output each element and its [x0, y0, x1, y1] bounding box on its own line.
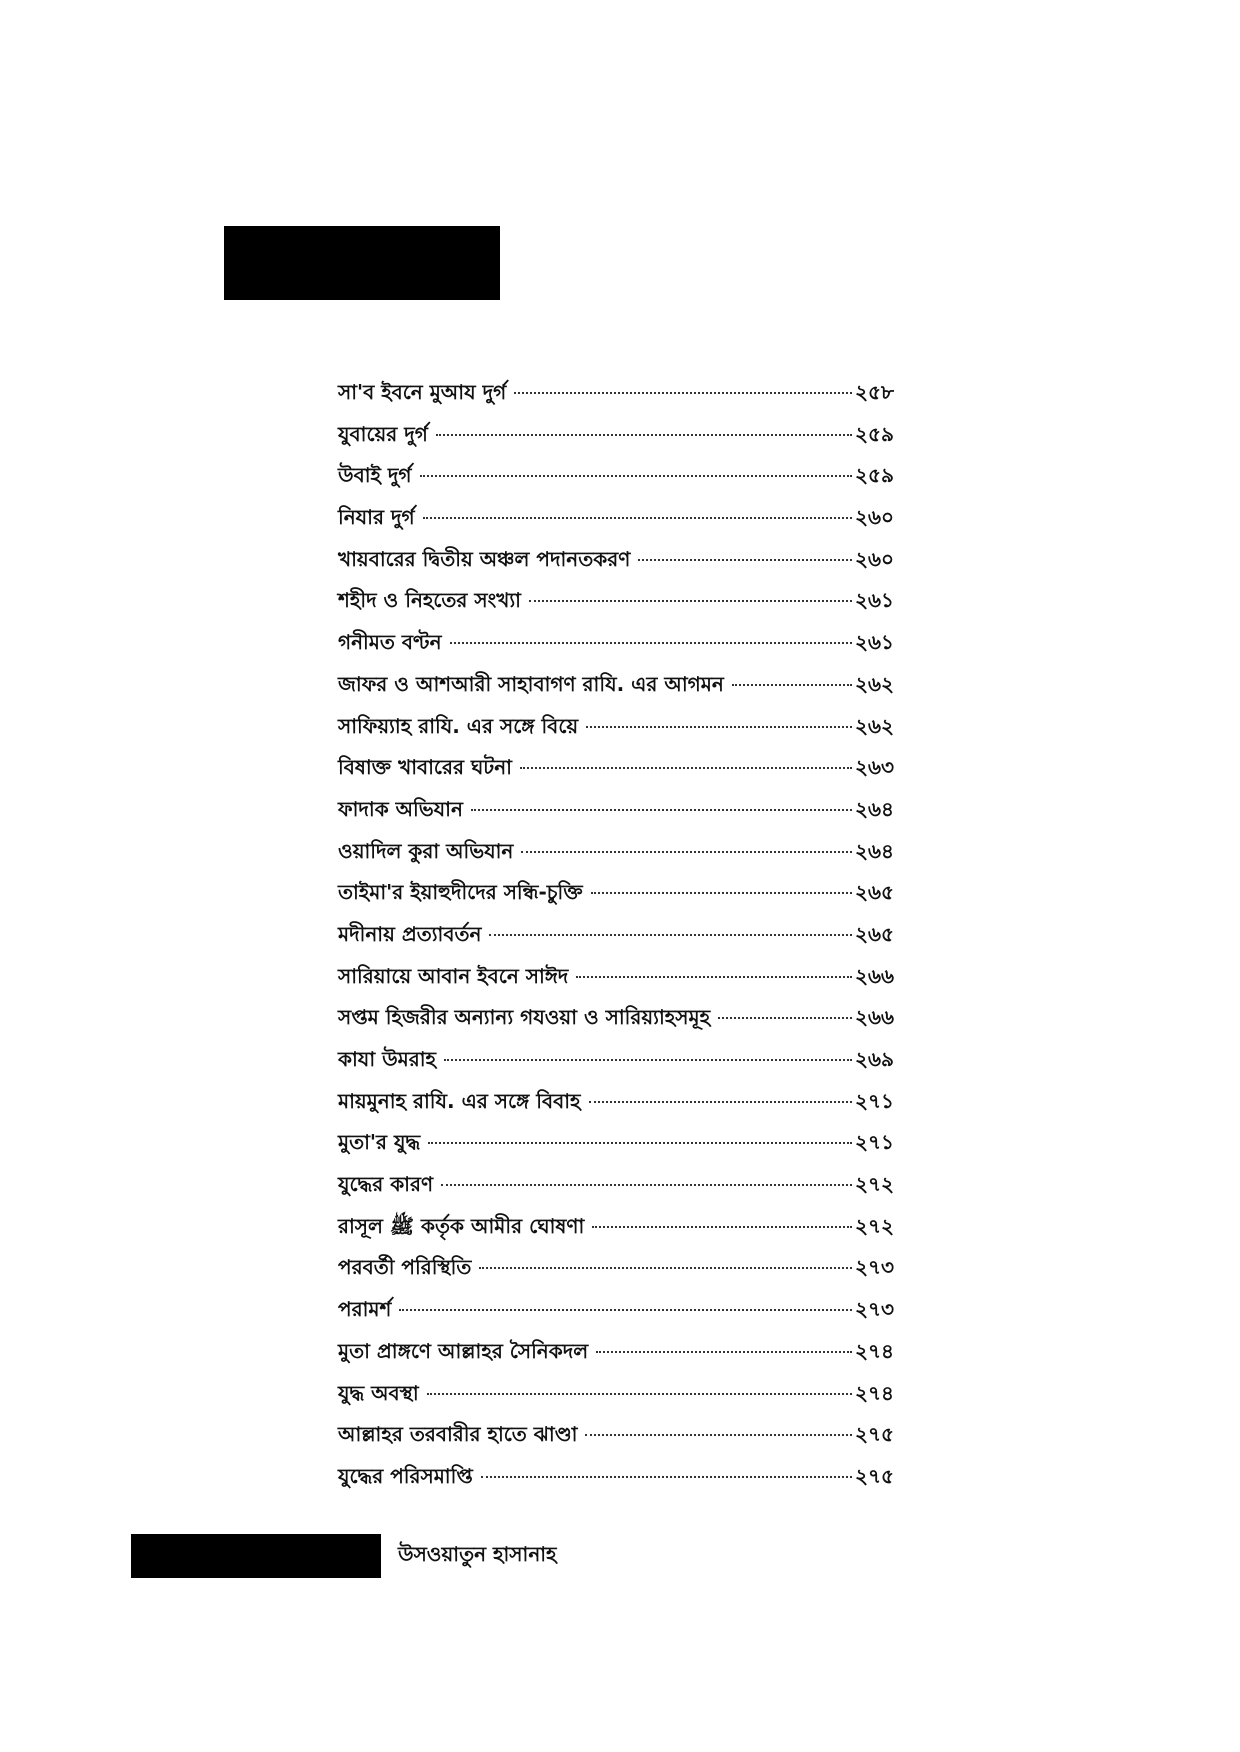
- dot-leader: [471, 809, 852, 811]
- dot-leader: [585, 1434, 852, 1436]
- toc-entry: [338, 1253, 894, 1295]
- dot-leader: [441, 1184, 852, 1186]
- dot-leader: [592, 1226, 852, 1228]
- toc-entry-page: ২৭৫: [855, 1422, 894, 1447]
- dot-leader: [399, 1309, 852, 1311]
- toc-entry-title: নিযার দুর্গ: [338, 505, 415, 530]
- dot-leader: [436, 434, 852, 436]
- toc-entry-title: পরামর্শ: [338, 1297, 392, 1322]
- toc-entry: [338, 1462, 894, 1504]
- toc-entry-title: রাসূল ﷺ কর্তৃক আমীর ঘোষণা: [338, 1213, 585, 1238]
- dot-leader: [718, 1017, 852, 1019]
- toc-entry-page: ২৫৯: [855, 463, 894, 488]
- dot-leader: [514, 392, 852, 394]
- toc-entry-title: ফাদাক অভিযান: [338, 796, 463, 821]
- toc-entry-title: ওয়াদিল কুরা অভিযান: [338, 838, 514, 863]
- dot-leader: [529, 600, 852, 602]
- toc-entry-page: ২৬০: [854, 546, 894, 571]
- dot-leader: [576, 976, 852, 978]
- dot-leader: [489, 934, 852, 936]
- toc-entry: [338, 628, 894, 670]
- toc-entry-page: ২৭১: [855, 1088, 894, 1113]
- toc-entry: [338, 1379, 894, 1421]
- toc-entry-page: ২৬১: [855, 630, 894, 655]
- toc-entry-title: যুদ্ধ অবস্থা: [338, 1380, 419, 1405]
- toc-entry-title: যুদ্ধের পরিসমাপ্তি: [338, 1463, 473, 1488]
- toc-entry-title: মুতা'র যুদ্ধ: [338, 1130, 421, 1155]
- toc-entry: [338, 1087, 894, 1129]
- toc-entry: [338, 586, 894, 628]
- toc-entry-title: খায়বারের দ্বিতীয় অঞ্চল পদানতকরণ: [338, 546, 631, 571]
- dot-leader: [481, 1476, 852, 1478]
- toc-entry-title: শহীদ ও নিহতের সংখ্যা: [338, 588, 521, 613]
- toc-entry: [338, 712, 894, 754]
- dot-leader: [732, 684, 852, 686]
- toc-entry: [338, 1295, 894, 1337]
- toc-entry: [338, 1420, 894, 1462]
- dot-leader: [591, 892, 852, 894]
- toc-entry: [338, 878, 894, 920]
- toc-entry-title: কাযা উমরাহ: [338, 1047, 437, 1071]
- redacted-footer-block: [131, 1534, 381, 1578]
- toc-entry: [338, 670, 894, 712]
- toc-entry-page: ২৬৯: [855, 1047, 894, 1071]
- toc-entry-page: ২৭৩: [854, 1255, 894, 1280]
- toc-entry-page: ২৭৫: [855, 1463, 894, 1488]
- toc-entry-title: যুদ্ধের কারণ: [338, 1172, 434, 1197]
- toc-entry-title: মায়মুনাহ রাযি. এর সঙ্গে বিবাহ: [338, 1088, 581, 1113]
- toc-entry: [338, 420, 894, 462]
- toc-entry-title: উবাই দুর্গ: [338, 463, 412, 488]
- toc-entry: [338, 1003, 894, 1045]
- toc-entry-page: ২৭৪: [855, 1380, 894, 1405]
- toc-entry-page: ২৭২: [854, 1172, 894, 1197]
- toc-entry: [338, 837, 894, 879]
- toc-entry: [338, 1337, 894, 1379]
- toc-entry-title: মুতা প্রাঙ্গণে আল্লাহর সৈনিকদল: [338, 1338, 589, 1363]
- dot-leader: [586, 726, 852, 728]
- toc-entry-page: ২৫৯: [855, 421, 894, 446]
- toc-entry-page: ২৭১: [855, 1130, 894, 1155]
- toc-entry-page: ২৫৮: [855, 380, 894, 404]
- toc-entry: [338, 753, 894, 795]
- toc-entry: [338, 1128, 894, 1170]
- toc-entry: [338, 795, 894, 837]
- dot-leader: [420, 475, 853, 477]
- toc-entry-title: মদীনায় প্রত্যাবর্তন: [338, 921, 482, 946]
- toc-entry-page: ২৭৩: [854, 1297, 894, 1322]
- toc-entry: [338, 545, 894, 587]
- toc-entry-title: সাফিয়্যাহ রাযি. এর সঙ্গে বিয়ে: [338, 713, 579, 738]
- toc-entry-page: ২৬৫: [855, 921, 894, 946]
- dot-leader: [638, 559, 852, 561]
- dot-leader: [596, 1351, 852, 1353]
- redacted-header-block: [224, 226, 500, 300]
- toc-entry-page: ২৬০: [854, 505, 894, 530]
- dot-leader: [520, 767, 852, 769]
- toc-entry-title: পরবর্তী পরিস্থিতি: [338, 1255, 472, 1280]
- toc-entry-title: যুবায়ের দুর্গ: [338, 421, 428, 446]
- toc-entry-title: তাইমা'র ইয়াহুদীদের সন্ধি-চুক্তি: [338, 880, 583, 905]
- toc-entry-title: সপ্তম হিজরীর অন্যান্য গযওয়া ও সারিয়্যাহসমূহ: [338, 1005, 711, 1030]
- toc-entry-title: গনীমত বণ্টন: [338, 630, 442, 655]
- toc-entry-page: ২৬৫: [855, 880, 894, 905]
- dot-leader: [450, 642, 852, 644]
- dot-leader: [589, 1101, 852, 1103]
- toc-entry: [338, 461, 894, 503]
- toc-entry-page: ২৬৬: [854, 963, 894, 988]
- toc-entry: [338, 503, 894, 545]
- dot-leader: [521, 851, 852, 853]
- toc-entry-page: ২৭৪: [855, 1338, 894, 1363]
- toc-entry-page: ২৬৩: [854, 755, 894, 780]
- toc-entry-title: জাফর ও আশআরী সাহাবাগণ রাযি. এর আগমন: [338, 671, 724, 696]
- toc-entry: [338, 1045, 894, 1087]
- dot-leader: [479, 1267, 852, 1269]
- toc-entry-page: ২৬৪: [855, 796, 894, 821]
- toc-entry-page: ২৬৬: [854, 1005, 894, 1030]
- dot-leader: [428, 1142, 852, 1144]
- toc-entry: [338, 962, 894, 1004]
- toc-entry-page: ২৬১: [855, 588, 894, 613]
- toc-entry: [338, 1212, 894, 1254]
- toc-entry-page: ২৬২: [854, 671, 894, 696]
- toc-entry: [338, 1170, 894, 1212]
- toc-entry-page: ২৬২: [854, 713, 894, 738]
- toc-entry-title: বিষাক্ত খাবারের ঘটনা: [338, 755, 512, 780]
- toc-entry-title: সা'ব ইবনে মুআয দুর্গ: [338, 380, 507, 404]
- toc-entry-page: ২৬৪: [855, 838, 894, 863]
- toc-entry: [338, 920, 894, 962]
- footer-book-title: উসওয়াতুন হাসানাহ: [398, 1542, 557, 1566]
- dot-leader: [427, 1393, 852, 1395]
- toc-entry-title: সারিয়ায়ে আবান ইবনে সাঈদ: [338, 963, 569, 988]
- table-of-contents: [338, 378, 894, 1504]
- dot-leader: [444, 1059, 852, 1061]
- toc-entry-title: আল্লাহর তরবারীর হাতে ঝাণ্ডা: [338, 1422, 578, 1447]
- toc-entry: [338, 378, 894, 420]
- dot-leader: [423, 517, 852, 519]
- toc-entry-page: ২৭২: [854, 1213, 894, 1238]
